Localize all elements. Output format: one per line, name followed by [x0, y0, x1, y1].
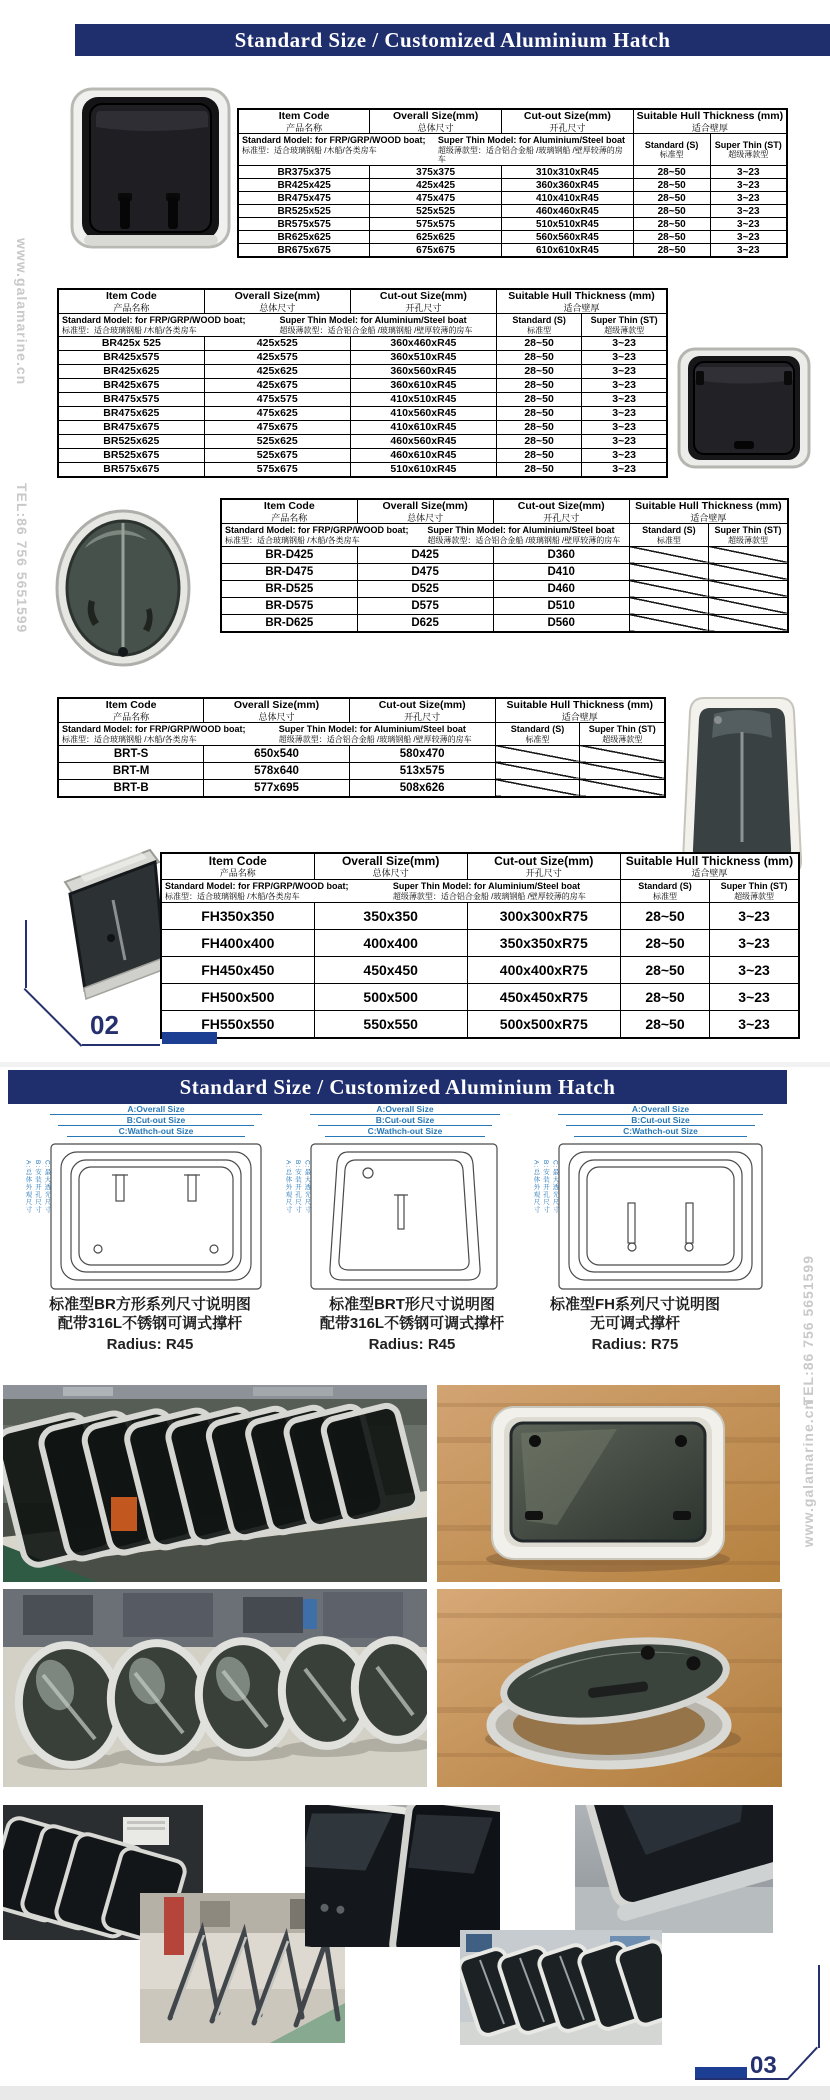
- table-header-row: Item Code 产品名称 Overall Size(mm) 总体尺寸 Cut-out Size(mm) 开孔尺寸 Suitable Hull Thickness (mm) 适合壁厚: [221, 499, 788, 523]
- table-cell: 475x625: [204, 406, 350, 420]
- table-row: [58, 350, 667, 364]
- table-cell: 350x350xR75: [467, 929, 620, 956]
- factory-photo-window-closeup: [305, 1805, 500, 1947]
- dim-labels-cn: A:总体外观尺寸 B:安装开孔尺寸 C:最大透光尺寸: [24, 1160, 51, 1214]
- table-subheader-row: Standard Model: for FRP/GRP/WOOD boat; 标准型：适合玻璃钢船 /木船/各类房车 Super Thin Model: for Aluminium/Steel boat 超级薄款型：适合铝合金船 /玻璃钢船 /壁厚较薄的房车 Standard (S) 标准型 Super Thin (ST) 超级薄款型: [238, 133, 787, 165]
- table-row: [221, 614, 788, 632]
- table-cell: 500x500xR75: [467, 1010, 620, 1038]
- drawing-brt: [282, 1105, 507, 1295]
- table-cell: FH350x350: [161, 902, 314, 929]
- product-photo-square-hatch-2: [676, 345, 812, 473]
- table-row: [238, 192, 787, 205]
- dim-label-cutout: B:Cut-out Size: [318, 1116, 493, 1126]
- table-cell: 28~50: [633, 192, 710, 205]
- table-cell: 575x675: [204, 462, 350, 477]
- table-cell: 28~50: [496, 462, 581, 477]
- table-cell: 28~50: [620, 929, 709, 956]
- table-cell: BR425x575: [58, 350, 204, 364]
- table-cell: 3~23: [582, 462, 667, 477]
- table-cell: BR425x425: [238, 179, 370, 192]
- table-cell: 560x560xR45: [502, 231, 634, 244]
- table-cell: BRT-B: [58, 779, 204, 797]
- not-applicable-slash: [709, 580, 788, 597]
- table-cell: BR625x625: [238, 231, 370, 244]
- table-cell: 28~50: [496, 350, 581, 364]
- radius-label: Radius: R75: [591, 1335, 679, 1353]
- not-applicable-slash: [495, 779, 580, 797]
- page-marker-line: [25, 920, 27, 988]
- table-cell: D410: [493, 563, 629, 580]
- table-cell: 650x540: [204, 745, 350, 762]
- table-cell: BR-D425: [221, 546, 357, 563]
- table-cell: D475: [357, 563, 493, 580]
- size-table-fh: [160, 852, 800, 1039]
- radius-label: Radius: R45: [106, 1335, 194, 1353]
- table-cell: 360x460xR45: [350, 336, 496, 350]
- page-bottom-edge: [0, 2086, 830, 2100]
- table-cell: 510x610xR45: [350, 462, 496, 477]
- table-subheader-row: Standard Model: for FRP/GRP/WOOD boat; 标准型：适合玻璃钢船 /木船/各类房车 Super Thin Model: for Aluminium/Steel boat 超级薄款型：适合铝合金船 /玻璃钢船 /壁厚较薄的房车 Standard (S) 标准型 Super Thin (ST) 超级薄款型: [58, 722, 665, 745]
- table-cell: 460x460xR45: [502, 205, 634, 218]
- dim-label-watch: C:Wathch-out Size: [325, 1127, 485, 1137]
- table-cell: BR525x525: [238, 205, 370, 218]
- table-cell: 28~50: [620, 956, 709, 983]
- table-row: [58, 364, 667, 378]
- table-cell: 425x425: [370, 179, 502, 192]
- table-cell: FH400x400: [161, 929, 314, 956]
- table-row: [58, 336, 667, 350]
- table-row: [58, 745, 665, 762]
- not-applicable-slash: [495, 762, 580, 779]
- not-applicable-slash: [580, 745, 665, 762]
- table-cell: 360x610xR45: [350, 378, 496, 392]
- table-cell: 525x625: [204, 434, 350, 448]
- table-cell: 28~50: [633, 179, 710, 192]
- not-applicable-slash: [629, 563, 708, 580]
- table-cell: 500x500: [314, 983, 467, 1010]
- dim-label-cutout: B:Cut-out Size: [566, 1116, 755, 1126]
- table-cell: 3~23: [582, 406, 667, 420]
- table-row: [161, 1010, 799, 1038]
- table-cell: BR475x575: [58, 392, 204, 406]
- table-row: [238, 179, 787, 192]
- table-row: [238, 231, 787, 244]
- product-photo-round-hatch: [55, 508, 192, 668]
- table-row: [58, 378, 667, 392]
- dim-label-overall: A:Overall Size: [50, 1105, 262, 1115]
- table-cell: 510x510xR45: [502, 218, 634, 231]
- not-applicable-slash: [495, 745, 580, 762]
- table-cell: 360x510xR45: [350, 350, 496, 364]
- table-cell: D560: [493, 614, 629, 632]
- dim-label-overall: A:Overall Size: [558, 1105, 763, 1115]
- page-title-banner-2: Standard Size / Customized Aluminium Hatch: [8, 1070, 787, 1104]
- table-cell: 3~23: [710, 231, 787, 244]
- drawing-fh: [530, 1105, 765, 1295]
- table-cell: BR525x625: [58, 434, 204, 448]
- table-cell: 450x450: [314, 956, 467, 983]
- table-cell: FH550x550: [161, 1010, 314, 1038]
- table-cell: 28~50: [496, 392, 581, 406]
- table-cell: 3~23: [582, 336, 667, 350]
- table-cell: 3~23: [710, 244, 787, 258]
- table-row: [58, 420, 667, 434]
- size-table-br-square-large: [57, 288, 668, 478]
- page-number-bar: [695, 2067, 747, 2078]
- table-cell: 425x625: [204, 364, 350, 378]
- table-cell: BR425x 525: [58, 336, 204, 350]
- page-title-banner-1: Standard Size / Customized Aluminium Hatch: [75, 24, 830, 56]
- product-photo-hatch-on-wood: [437, 1385, 780, 1582]
- table-cell: BRT-M: [58, 762, 204, 779]
- table-cell: 28~50: [496, 434, 581, 448]
- table-cell: 625x625: [370, 231, 502, 244]
- table-cell: 425x575: [204, 350, 350, 364]
- table-cell: BR375x375: [238, 166, 370, 179]
- dim-label-watch: C:Wathch-out Size: [67, 1127, 245, 1137]
- table-cell: 410x560xR45: [350, 406, 496, 420]
- table-cell: 3~23: [582, 448, 667, 462]
- table-cell: 28~50: [633, 205, 710, 218]
- not-applicable-slash: [709, 614, 788, 632]
- table-cell: 550x550: [314, 1010, 467, 1038]
- drawing-art-fh: [558, 1143, 763, 1291]
- drawing-art-br: [50, 1143, 262, 1291]
- table-cell: D425: [357, 546, 493, 563]
- table-cell: 3~23: [710, 179, 787, 192]
- dim-label-cutout: B:Cut-out Size: [58, 1116, 253, 1126]
- table-cell: 460x560xR45: [350, 434, 496, 448]
- page-number-bar: [162, 1032, 217, 1044]
- product-photo-fh-hatch: [55, 838, 168, 1005]
- table-cell: 508x626: [349, 779, 495, 797]
- table-row: [161, 956, 799, 983]
- table-cell: BR475x475: [238, 192, 370, 205]
- table-cell: 3~23: [710, 983, 799, 1010]
- table-cell: 28~50: [633, 166, 710, 179]
- table-row: [58, 406, 667, 420]
- watermark-website-right: www.galamarine.cn: [800, 1400, 816, 1548]
- table-cell: BR575x575: [238, 218, 370, 231]
- watermark-phone-left: TEL:86 756 5651599: [14, 483, 30, 634]
- table-row: [221, 580, 788, 597]
- table-header-row: Item Code 产品名称 Overall Size(mm) 总体尺寸 Cut-out Size(mm) 开孔尺寸 Suitable Hull Thickness (mm) 适合壁厚: [161, 853, 799, 879]
- table-cell: FH450x450: [161, 956, 314, 983]
- table-row: [238, 244, 787, 258]
- table-cell: 28~50: [620, 902, 709, 929]
- table-cell: 425x675: [204, 378, 350, 392]
- table-header-row: Item Code 产品名称 Overall Size(mm) 总体尺寸 Cut-out Size(mm) 开孔尺寸 Suitable Hull Thickness (mm) 适合壁厚: [238, 109, 787, 133]
- table-cell: 3~23: [710, 956, 799, 983]
- table-cell: 3~23: [582, 434, 667, 448]
- table-row: [58, 462, 667, 477]
- table-row: [221, 563, 788, 580]
- table-cell: FH500x500: [161, 983, 314, 1010]
- table-cell: 3~23: [582, 420, 667, 434]
- table-row: [238, 218, 787, 231]
- table-cell: 450x450xR75: [467, 983, 620, 1010]
- table-cell: 28~50: [496, 336, 581, 350]
- table-cell: 3~23: [710, 929, 799, 956]
- table-row: [238, 166, 787, 179]
- table-cell: 400x400xR75: [467, 956, 620, 983]
- table-cell: 578x640: [204, 762, 350, 779]
- not-applicable-slash: [709, 546, 788, 563]
- product-photo-square-hatch: [70, 85, 232, 253]
- table-cell: 575x575: [370, 218, 502, 231]
- drawing-caption-br: 标准型BR方形系列尺寸说明图 配带316L不锈钢可调式撑杆 Radius: R45: [40, 1296, 260, 1355]
- table-subheader-row: Standard Model: for FRP/GRP/WOOD boat; 标准型：适合玻璃钢船 /木船/各类房车 Super Thin Model: for Aluminium/Steel boat 超级薄款型：适合铝合金船 /玻璃钢船 /壁厚较薄的房车 Standard (S) 标准型 Super Thin (ST) 超级薄款型: [221, 523, 788, 546]
- table-cell: 580x470: [349, 745, 495, 762]
- watermark-website-left: www.galamarine.cn: [14, 238, 30, 386]
- table-cell: 3~23: [582, 378, 667, 392]
- table-cell: D625: [357, 614, 493, 632]
- table-cell: BR-D575: [221, 597, 357, 614]
- table-cell: BRT-S: [58, 745, 204, 762]
- table-cell: D525: [357, 580, 493, 597]
- size-table-br-round: [220, 498, 789, 633]
- table-cell: D575: [357, 597, 493, 614]
- table-cell: 410x510xR45: [350, 392, 496, 406]
- table-cell: 28~50: [633, 218, 710, 231]
- table-cell: D460: [493, 580, 629, 597]
- table-cell: BR425x675: [58, 378, 204, 392]
- factory-photo-hatch-corner: [575, 1805, 773, 1933]
- page-break-strip: [0, 1062, 830, 1067]
- drawing-br-square: [22, 1105, 262, 1295]
- table-row: [161, 983, 799, 1010]
- drawing-caption-brt: 标准型BRT形尺寸说明图 配带316L不锈钢可调式撑杆 Radius: R45: [302, 1296, 522, 1355]
- dim-labels-cn: A:总体外观尺寸 B:安装开孔尺寸 C:最大透光尺寸: [284, 1160, 311, 1214]
- table-cell: 675x675: [370, 244, 502, 258]
- dim-label-watch: C:Wathch-out Size: [574, 1127, 746, 1137]
- table-cell: 3~23: [710, 1010, 799, 1038]
- table-row: [221, 597, 788, 614]
- radius-label: Radius: R45: [368, 1335, 456, 1353]
- table-cell: 525x525: [370, 205, 502, 218]
- table-cell: 310x310xR45: [502, 166, 634, 179]
- table-cell: 475x575: [204, 392, 350, 406]
- table-cell: 425x525: [204, 336, 350, 350]
- factory-photo-hatch-group: [460, 1930, 662, 2045]
- table-row: [58, 392, 667, 406]
- table-cell: 3~23: [582, 350, 667, 364]
- page-number-02: 02: [90, 1010, 119, 1040]
- page-marker-diagonal: [787, 2047, 818, 2081]
- table-cell: 28~50: [496, 406, 581, 420]
- table-cell: 360x360xR45: [502, 179, 634, 192]
- table-cell: 300x300xR75: [467, 902, 620, 929]
- table-header-row: Item Code 产品名称 Overall Size(mm) 总体尺寸 Cut-out Size(mm) 开孔尺寸 Suitable Hull Thickness (mm) 适合壁厚: [58, 698, 665, 722]
- not-applicable-slash: [709, 597, 788, 614]
- dim-label-overall: A:Overall Size: [310, 1105, 500, 1115]
- table-cell: 28~50: [496, 378, 581, 392]
- table-row: [221, 546, 788, 563]
- table-cell: BR675x675: [238, 244, 370, 258]
- table-cell: 28~50: [620, 1010, 709, 1038]
- table-cell: 460x610xR45: [350, 448, 496, 462]
- table-cell: 577x695: [204, 779, 350, 797]
- table-cell: D510: [493, 597, 629, 614]
- table-cell: BR-D525: [221, 580, 357, 597]
- table-cell: 3~23: [582, 392, 667, 406]
- table-cell: 375x375: [370, 166, 502, 179]
- page-marker-baseline: [82, 1044, 160, 1046]
- table-cell: 475x675: [204, 420, 350, 434]
- not-applicable-slash: [629, 546, 708, 563]
- table-cell: 3~23: [710, 218, 787, 231]
- page-number-03: 03: [750, 2052, 777, 2079]
- table-cell: 28~50: [633, 231, 710, 244]
- table-cell: BR475x625: [58, 406, 204, 420]
- watermark-phone-right: TEL:86 756 5651599: [800, 1255, 816, 1406]
- table-row: [161, 902, 799, 929]
- table-cell: 400x400: [314, 929, 467, 956]
- not-applicable-slash: [580, 779, 665, 797]
- table-cell: 350x350: [314, 902, 467, 929]
- table-cell: 525x675: [204, 448, 350, 462]
- drawing-caption-fh: 标准型FH系列尺寸说明图 无可调式撑杆 Radius: R75: [520, 1296, 750, 1355]
- size-table-brt: [57, 697, 666, 798]
- not-applicable-slash: [580, 762, 665, 779]
- factory-photo-round-hatch-row: [3, 1589, 427, 1787]
- table-cell: 360x560xR45: [350, 364, 496, 378]
- table-cell: 610x610xR45: [502, 244, 634, 258]
- table-header-row: Item Code 产品名称 Overall Size(mm) 总体尺寸 Cut-out Size(mm) 开孔尺寸 Suitable Hull Thickness (mm) 适合壁厚: [58, 289, 667, 313]
- not-applicable-slash: [629, 580, 708, 597]
- dim-labels-cn: A:总体外观尺寸 B:安装开孔尺寸 C:最大透光尺寸: [532, 1160, 559, 1214]
- drawing-art-brt: [310, 1143, 500, 1291]
- table-cell: BR475x675: [58, 420, 204, 434]
- table-cell: 28~50: [496, 364, 581, 378]
- table-cell: 3~23: [710, 166, 787, 179]
- not-applicable-slash: [629, 614, 708, 632]
- table-cell: 410x410xR45: [502, 192, 634, 205]
- table-row: [58, 448, 667, 462]
- table-cell: 28~50: [496, 448, 581, 462]
- table-subheader-row: Standard Model: for FRP/GRP/WOOD boat; 标准型：适合玻璃钢船 /木船/各类房车 Super Thin Model: for Aluminium/Steel boat 超级薄款型：适合铝合金船 /玻璃钢船 /壁厚较薄的房车 Standard (S) 标准型 Super Thin (ST) 超级薄款型: [58, 313, 667, 336]
- size-table-br-square-small: [237, 108, 788, 258]
- table-cell: 28~50: [620, 983, 709, 1010]
- table-cell: D360: [493, 546, 629, 563]
- table-cell: BR425x625: [58, 364, 204, 378]
- table-cell: 3~23: [582, 364, 667, 378]
- page-marker-line: [818, 1965, 820, 2048]
- table-row: [58, 779, 665, 797]
- table-cell: 3~23: [710, 205, 787, 218]
- table-row: [58, 434, 667, 448]
- table-subheader-row: Standard Model: for FRP/GRP/WOOD boat; 标准型：适合玻璃钢船 /木船/各类房车 Super Thin Model: for Aluminium/Steel boat 超级薄款型：适合铝合金船 /玻璃钢船 /壁厚较薄的房车 Standard (S) 标准型 Super Thin (ST) 超级薄款型: [161, 879, 799, 902]
- table-row: [161, 929, 799, 956]
- not-applicable-slash: [709, 563, 788, 580]
- table-cell: 410x610xR45: [350, 420, 496, 434]
- table-cell: 28~50: [633, 244, 710, 258]
- not-applicable-slash: [629, 597, 708, 614]
- table-cell: BR575x675: [58, 462, 204, 477]
- factory-photo-square-hatch-rack: [3, 1385, 427, 1582]
- table-cell: 513x575: [349, 762, 495, 779]
- table-row: [238, 205, 787, 218]
- table-cell: BR-D475: [221, 563, 357, 580]
- table-cell: BR-D625: [221, 614, 357, 632]
- table-cell: 28~50: [496, 420, 581, 434]
- table-cell: 3~23: [710, 902, 799, 929]
- table-cell: 3~23: [710, 192, 787, 205]
- table-cell: 475x475: [370, 192, 502, 205]
- table-row: [58, 762, 665, 779]
- table-cell: BR525x675: [58, 448, 204, 462]
- product-photo-open-round-hatch: [437, 1589, 782, 1787]
